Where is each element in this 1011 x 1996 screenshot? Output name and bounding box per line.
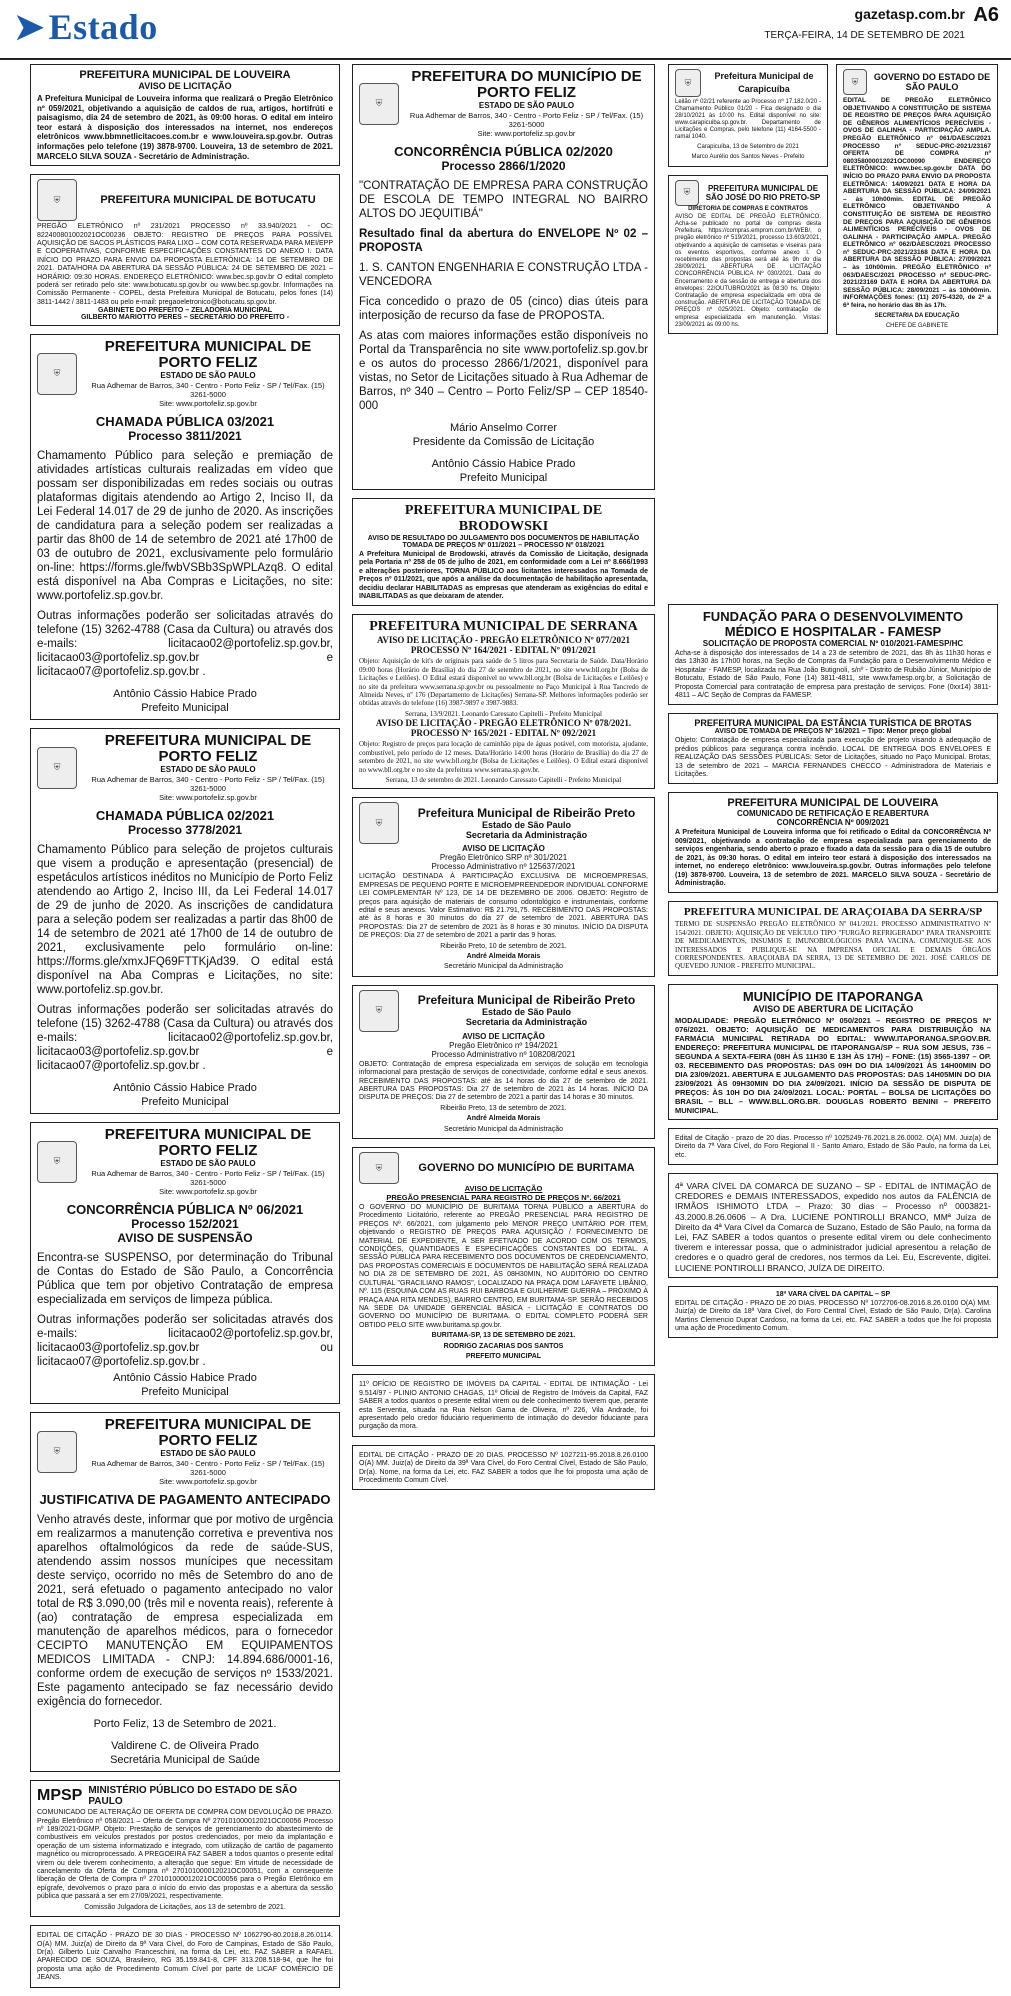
notice-header (37, 339, 333, 408)
column-3b (836, 64, 998, 343)
dept-line: Secretaria da Administração (465, 829, 588, 840)
org-name: PREFEITURA MUNICIPAL DE ARAÇOIABA DA SERRA/SP (683, 906, 983, 919)
org-name: PREFEITURA MUNICIPAL DE SERRANA (369, 619, 638, 635)
notice-header (37, 1785, 333, 1807)
crest-icon: ⛨ (359, 83, 399, 125)
crest-icon: ⛨ (359, 802, 399, 844)
notice-title: AVISO DE TOMADA DE PREÇOS Nº 16/2021 – Tipo: Menor preço global (714, 728, 952, 736)
org-name: PREFEITURA MUNICIPAL DA ESTÂNCIA TURÍSTICA DE BROTAS (694, 718, 972, 729)
address-line: Rua Adhemar de Barros, 340 - Centro - Porto Feliz - SP / Tel/Fax. (15) 3261-5000 (91, 381, 325, 400)
site-line[interactable]: Site: www.portofeliz.sp.gov.br (477, 129, 576, 138)
org-name: PREFEITURA MUNICIPAL DE PORTO FELIZ (104, 338, 312, 372)
notice-process: CONCORRÊNCIA Nº 009/2021 (776, 818, 890, 828)
site-line[interactable]: Site: www.portofeliz.sp.gov.br (159, 793, 257, 803)
notice-header (843, 69, 991, 95)
notice-title: AVISO DE ABERTURA DE LICITAÇÃO (752, 1003, 914, 1014)
crest-icon: ⛨ (843, 69, 867, 95)
org-name: PREFEITURA DO MUNICÍPIO DE PORTO FELIZ (411, 68, 642, 101)
notice-suzano (668, 1173, 998, 1278)
process-number: Processo 3811/2021 (128, 429, 242, 444)
notice-title: JUSTIFICATIVA DE PAGAMENTO ANTECIPADO (39, 1492, 331, 1508)
notice-porto-feliz-concorrencia-02 (352, 64, 655, 490)
notice-date: Ribeirão Preto, 13 de setembro de 2021. (440, 1104, 567, 1112)
notice-text: O GOVERNO DO MUNICÍPIO DE BURITAMA TORNA PÚBLICO a ABERTURA do Procedimento Licitatório, referente ao PREGÃO PRESENCIAL PARA REGISTRO DE PREÇOS Nº. 66/2021, com julgamento pelo MENOR PREÇO UNITÁRIO POR ITEM, objetivando o REGISTRO DE PREÇOS PARA AQUISIÇÃO / FORNECIMENTO DE MATERIAL DE EXPEDIENTE, A SER EFETIVADO DE ACORDO COM OS TERMOS, CONDIÇÕES, QUANTIDADES E ESPECIFICAÇÕES CONSTANTES DO EDITAL. A SESSÃO PÚBLICA PARA RECEBIMENTO DOS DOCUMENTOS DE CREDENCIAMENTO, DAS PROPOSTAS COMERCIAIS E DOCUMENTOS DE HABILITAÇÃO SERÁ REALIZADA NO DIA 28 DE SETEMBRO DE 2021, ÀS 08H30MIN, NO AUDITÓRIO DO CENTRO CULTURAL "GRACILIANO RAMOS", LOCALIZADO NA PRAÇA DOM LAFAYETE LIBÂNIO, Nº. 115 (ESQUINA COM AS RUAS RUI BARBOSA E GUILHERME GUERRA – PRÓXIMO À PRAÇA ANA RITA MENDES), BAIRRO CENTRO, EM BURITAMA-SP. SERÃO RECEBIDOS NA SEDE DA UNIDADE GERENCIAL BÁSICA - LICITAÇÃO E CONTRATOS DO GOVERNO DO MUNICÍPIO DE BURITAMA. O EDITAL COMPLETO PODERÁ SER OBTIDO PELO SITE www.buritama.sp.gov.br. (359, 1204, 648, 1329)
notice-buritama (352, 1147, 655, 1366)
crest-icon: ⛨ (37, 179, 77, 221)
signature-role: Prefeito Municipal (141, 702, 229, 715)
mpsp-logo: MPSP (37, 1787, 83, 1805)
notice-title: AVISO DE LICITAÇÃO (462, 1031, 545, 1041)
org-name: GOVERNO DO ESTADO DE SÃO PAULO (873, 72, 991, 92)
logo-text: Estado (48, 7, 158, 47)
notice-title-2: AVISO DE LICITAÇÃO - PREGÃO ELETRÔNICO Nº 078/2021. (375, 718, 632, 729)
notice-signature: Comissão Julgadora de Licitações, aos 13 de setembro de 2021. (84, 1903, 286, 1911)
notice-text: AVISO DE EDITAL DE PREGÃO ELETRÔNICO. Acha-se publicado no portal de compras desta Prefeitura, https://compras.emprom.com.br/WEB/, o pregão eletrônico nº 519/2021, processo 13.603/2021, objetivando a aquisição de camisetas e viseiras para os eventos esportivos, conforme anexo I. O recebimento das propostas será até às 9h do dia 28/09/2021. ABERTURA DE LICITAÇÃO CONCORRÊNCIA PÚBLICA Nº 030/2021. Data do Encerramento e da sessão de entrega e abertura dos envelopes: 22/OUTUBRO/2021 às 08:30 hs. Objeto: Contratação de empresa especializada em obra de construção. ABERTURA DE LICITAÇÃO TOMADA DE PREÇOS nº 025/2021. Objeto: contratação de empresa especializada em manutenção. Vistas: 23/09/2021 às 09:00 hs. (675, 213, 821, 328)
signature-name: Valdirene C. de Oliveira Prado (111, 1740, 259, 1753)
notice-text: EDITAL DE CITAÇÃO - PRAZO DE 20 DIAS. PROCESSO Nº 1072706-08.2016.8.26.0100 O(A) MM. Juiz(a) de Direito da 18ª Vara Cível, do Foro Central Cível, Estado de São Paulo, Dr(a). Carolina Martins Clemencio Duprat Cardoso, na forma da Lei, etc. FAZ SABER a todos que lhe foi proposta uma ação de Procedimento Comum. (675, 1299, 991, 1333)
notice-ribeirao-preto-1 (352, 797, 655, 976)
dept-line: Secretaria da Administração (465, 1017, 588, 1028)
crest-icon: ⛨ (37, 747, 77, 789)
notice-date: Porto Feliz, 13 de Setembro de 2021. (93, 1718, 277, 1731)
notice-admin-process: Processo Administrativo nº 108208/2021 (431, 1049, 576, 1059)
notice-subtitle: AVISO DE RESULTADO DO JULGAMENTO DOS DOCUMENTOS DE HABILITAÇÃO (367, 535, 640, 542)
notice-header (37, 179, 333, 221)
signature-office: GABINETE DO PREFEITO – ZELADORIA MUNICIPAL (97, 307, 273, 315)
notice-title: CHAMADA PÚBLICA 03/2021 (95, 414, 275, 430)
crest-icon: ⛨ (37, 1141, 77, 1183)
signature-name: GILBERTO MARIOTTO PERES – SECRETÁRIO DO PREFEITO - (80, 314, 290, 322)
notice-header (37, 733, 333, 802)
signature-role: Prefeito Municipal (141, 1386, 229, 1399)
signature-role: PREFEITO MUNICIPAL (465, 1352, 542, 1360)
org-name: PREFEITURA MUNICIPAL DE BRODOWSKI (404, 503, 603, 534)
org-name: PREFEITURA MUNICIPAL DE PORTO FELIZ (104, 1416, 312, 1450)
notice-contact: Outras informações poderão ser solicitadas através do telefone (15) 3262-4788 (Casa da Cultura) ou através dos e-mails: licitacao02@portofeliz.sp.gov.br, licitacao03@portofeliz.sp.gov.br e licitacao07@portofeliz.sp.gov.br . (37, 1004, 333, 1073)
address-line: Rua Adhemar de Barros, 340 - Centro - Porto Feliz - SP / Tel/Fax. (15) 3261-5000 (91, 1169, 325, 1188)
notice-aracoiaba (668, 901, 998, 975)
state-line: Estado de São Paulo (481, 819, 572, 830)
notice-title: AVISO DE LICITAÇÃO (462, 844, 545, 854)
notice-text: MODALIDADE: PREGÃO ELETRÔNICO Nº 050/2021 – REGISTRO DE PREÇOS Nº 076/2021. OBJETO: AQUISIÇÃO DE MEDICAMENTOS PARA DISTRIBUIÇÃO NA FARMÁCIA MUNICIPAL RETIRADA DO EDITAL: WWW.ITAPORANGA.SP.GOV.BR. ENDEREÇO: PREFEITURA MUNICIPAL DE ITAPORANGA/SP – RUA SOM JESUS, 736 – SEGUNDA A SEXTA-FEIRA (08H ÀS 11H30 E 13H ÀS 17H) – FONE: (15) 3565-1397 – OP. 03. RECEBIMENTO DAS PROPOSTAS: DAS 09H DO DIA 14/09/2021 ÀS 14H00MIN DO DIA 23/09/2021. ABERTURA E JULGAMENTO DAS PROPOSTAS: DAS 14H05MIN DO DIA 23/09/2021 ÀS 09H30MIN DO DIA 24/09/2021. INÍCIO DA SESSÃO DE DISPUTA DE PREÇOS: ÀS 10H DO DIA 24/09/2021. LOCAL: PORTAL – BOLSA DE LICITAÇÕES DO BRASIL – BLL – WWW.BLL.ORG.BR. DOUGLAS ROBERTO BENINI – PREFEITO MUNICIPAL. (675, 1015, 991, 1115)
notice-text: 4ª VARA CÍVEL DA COMARCA DE SUZANO – SP - EDITAL de INTIMAÇÃO de CREDORES e DEMAIS INTERESSADOS, expedido nos autos da FALÊNCIA de IRMÃOS ISHIMOTO LTDA – Prazo: 30 dias – Processo nº 0003821-43.2000.8.26.0606 – A Dra. LUCIENE PONTIROLLI BRANCO, MMª Juíza de Direito da 4ª Vara Cível da Comarca de Suzano, Estado de São Paulo, na forma da Lei, FAZ SABER a todos quantos o presente edital virem ou dele conhecimento tiverem e interessar possa, que o administrador judicial apresentou a relação de credores e o quadro geral de credores, nos termos da Lei. Eu, Escrevente, digitei. LUCIENE PONTIROLLI BRANCO, JUÍZA DE DIREITO. (675, 1180, 991, 1273)
process-number: Processo 152/2021 (131, 1217, 239, 1232)
notice-process: Pregão Eletrônico nº 194/2021 (449, 1040, 558, 1050)
notice-porto-feliz-concorrencia-06 (30, 1122, 340, 1404)
notice-porto-feliz-justificativa (30, 1412, 340, 1772)
notice-edital-citacao (30, 1925, 340, 1987)
notice-edital-citacao-3 (668, 1128, 998, 1165)
notice-text: A Prefeitura Municipal de Brodowski, através da Comissão de Licitação, designada pela Portaria nº 258 de 05 de julho de 2021, em conformidade com a Lei nº 8.666/1993 e alterações posteriores, TORNA PÚBLICO aos licitantes interessados na Tomada de Preços nº 011/2021, que após a análise da documentação de habilitação apresentada, decidiu declarar HABILITADAS as empresas que atenderam as exigências do edital e INABILITADAS as que deixaram de atender. (359, 551, 648, 601)
notice-ribeirao-preto-2 (352, 985, 655, 1139)
notice-title: CONCORRÊNCIA PÚBLICA 02/2020 (394, 144, 613, 159)
crest-icon: ⛨ (675, 180, 699, 206)
signature-role: Secretária Municipal de Saúde (110, 1754, 260, 1767)
notice-date: Carapicuíba, 13 de Setembro de 2021 (697, 144, 799, 150)
newspaper-logo[interactable] (14, 6, 158, 48)
notice-contact: Outras informações poderão ser solicitadas através do telefone (15) 3262-4788 (Casa da Cultura) ou através dos e-mails: licitacao02@portofeliz.sp.gov.br, licitacao03@portofeliz.sp.gov.br e licitacao07@portofeliz.sp.gov.br . (37, 610, 333, 679)
org-name: PREFEITURA MUNICIPAL DE LOUVEIRA (727, 797, 939, 810)
notice-text: PREGÃO ELETRÔNICO nº 231/2021 PROCESSO nº 33.940/2021 - OC: 822400801002021OC00236 OBJETO: REGISTRO DE PREÇOS PARA POSSÍVEL AQUISIÇÃO DE SACOS PLÁSTICOS PARA LIXO – COM COTA RESERVADA PARA MEI/EPP E COOPERATIVAS, CONFORME ESPECIFICAÇÕES CONSTANTES DO ANEXO I. DATA INÍCIO DO PRAZO PARA ENVIO DA PROPOSTA ELETRÔNICA: 14 DE SETEMBRO DE 2021. DATA/HORA DA ABERTURA DA SESSÃO PÚBLICA: 24 DE SETEMBRO DE 2021 – HORÁRIO: 09:30 HORAS. ENDEREÇO ELETRÔNICO: www.bec.sp.gov.br O edital completo poderá ser retirado pelo site: www.botucatu.sp.gov.br ou www.bec.sp.gov.br. Informações na Comissão Permanente - COPEL, desta Prefeitura Municipal de Botucatu, pelos fones (14) 3811-1442 / 3811-1483 ou pelo e-mail: pregaoeletronico@botucatu.sp.gov.br. (37, 223, 333, 306)
notice-text: Chamamento Público para seleção de projetos culturais que visem a produção e apresentação (presencial) de espetáculos artísticos inéditos no Município de Porto Feliz atendendo ao Artigo 2, Inciso III, da Lei Federal 14.017 de 29 de junho de 2020. As inscrições de candidatura para a seleção podem ser realizadas a partir das 8h00 de 14 de setembro de 2021 até 17h00 de 14 de outubro de 2021, exclusivamente pelo formulário on-line: https://forms.gle/xmxJFQ69FTTKjAd39. O edital está disponível na Aba Compras e Licitações, no site: www.portofeliz.sp.gov.br. (37, 844, 333, 997)
org-name: PREFEITURA MUNICIPAL DE PORTO FELIZ (104, 732, 312, 766)
notice-subtitle-2: TOMADA DE PREÇOS Nº 011/2021 – PROCESSO Nº 018/2021 (402, 542, 605, 549)
notice-subtitle: DIRETORIA DE COMPRAS E CONTRATOS (688, 205, 808, 212)
notice-text: Chamamento Público para seleção e premiação de atividades artísticas culturais realizadas em vídeo que possam ser disponibilizadas em redes sociais ou outras plataformas digitais atendendo ao Artigo 2, Inciso II, da Lei Federal 14.017 de 29 de junho de 2020. As inscrições de candidatura para a seleção podem ser realizadas a partir das 8h00 de 14 de setembro de 2021 até 17h00 de 03 de outubro de 2021, exclusivamente pelo formulário on-line: https://forms.gle/fwbVSBb3SpWPLAzq8. O edital está disponível na Aba Compras e Licitações, no site: www.portofeliz.sp.gov.br. (37, 450, 333, 603)
notice-edital-citacao-2 (352, 1445, 655, 1491)
notice-text: Fica concedido o prazo de 05 (cinco) dias úteis para interposição de recurso da fase de PROPOSTA. (359, 296, 648, 322)
notice-text: EDITAL DE CITAÇÃO - PRAZO DE 20 DIAS. PROCESSO Nº 1027211-95.2018.8.26.0100 O(A) MM. Juiz(a) de Direito da 39ª Vara Cível, do Foro Central Cível, Estado de São Paulo, Dr(a). Nome, na forma da Lei, etc. FAZ SABER a todos que lhe foi proposta uma ação de Procedimento Comum Cível. (359, 1451, 648, 1484)
org-name: MINISTÉRIO PÚBLICO DO ESTADO DE SÃO PAULO (88, 1785, 298, 1808)
address-line: Rua Adhemar de Barros, 340 - Centro - Porto Feliz - SP / Tel/Fax. (15) 3261-5000 (91, 1459, 325, 1478)
address-line: Rua Adhemar de Barros, 340 - Centro - Porto Feliz - SP / Tel/Fax. (15) 3261-5000 (409, 111, 644, 129)
notice-brodowski (352, 498, 655, 606)
org-name: FUNDAÇÃO PARA O DESENVOLVIMENTO (702, 609, 964, 624)
notice-header (359, 802, 648, 844)
signature-name-2: Antônio Cássio Habice Prado (431, 458, 576, 470)
state-line: ESTADO DE SÃO PAULO (160, 1159, 256, 1169)
notice-text-2: As atas com maiores informações estão disponíveis no Portal da Transparência no site www.portofeliz.sp.gov.br e os autos do processo 2866/1/2021, disponível para vistas, no Setor de Licitações situado à Rua Adhemar de Barros, nº 340 – Centro – Porto Feliz/SP – CEP 18540-000 (359, 330, 648, 412)
column-2 (352, 64, 655, 1498)
notice-title: AVISO DE LICITAÇÃO (464, 1184, 543, 1194)
notice-text: EDITAL DE PREGÃO ELETRÔNICO OBJETIVANDO A CONSTITUIÇÃO DE SISTEMA DE REGISTRO DE PREÇOS PARA AQUISIÇÃO DE GÊNEROS ALIMENTÍCIOS PERECÍVEIS - OVOS DE GALINHA - PARTICIPAÇÃO AMPLA. PREGÃO ELETRÔNICO nº 061/DAESC/2021 PROCESSO nº SEDUC-PRC-2021/23167 OFERTA DE COMPRA nº 080358000012021OC00090 ENDEREÇO ELETRÔNICO: www.bec.sp.gov.br DATA DO INÍCIO DO PRAZO PARA ENVIO DA PROPOSTA ELETRÔNICA: 14/09/2021 DATA E HORA DA ABERTURA DA SESSÃO PÚBLICA: 24/09/2021 – às 10h00min. EDITAL DE PREGÃO ELETRÔNICO OBJETIVANDO A CONSTITUIÇÃO DE SISTEMA DE REGISTRO DE PREÇOS PARA AQUISIÇÃO DE GÊNEROS ALIMENTÍCIOS PERECÍVEIS - OVOS DE GALINHA - PARTICIPAÇÃO AMPLA. PREGÃO ELETRÔNICO nº 062/DAESC/2021 PROCESSO nº SEDUC-PRC-2021/23168 DATA E HORA DA ABERTURA DA SESSÃO PÚBLICA: 27/09/2021 – às 10h00min. PREGÃO ELETRÔNICO nº 063/DAESC/2021 PROCESSO nº SEDUC-PRC-2021/23169 DATA E HORA DA ABERTURA DA SESSÃO PÚBLICA: 28/09/2021 – às 10h00min. INFORMAÇÕES fones: (11) 2075-4320, de 2ª a 6ª feira, no horário das 8h às 17h. (843, 97, 991, 310)
notice-title: SOLICITAÇÃO DE PROPOSTA COMERCIAL Nº 010/2021-FAMESP/HC (702, 639, 964, 648)
dateline: TERÇA-FEIRA, 14 DE SETEMBRO DE 2021 (764, 30, 965, 41)
notice-text: Edital de Citação - prazo de 20 dias. Processo nº 1025249-76.2021.8.26.0002. O(A) MM. Juiz(a) de Direito da 7ª Vara Cível, do Foro Regional II - Santo Amaro, Estado de São Paulo, na forma da Lei, etc. (675, 1134, 991, 1159)
signature-role: Presidente da Comissão de Licitação (412, 436, 595, 448)
crest-icon: ⛨ (359, 990, 399, 1032)
notice-title: CONCORRÊNCIA PÚBLICA Nº 06/2021 (66, 1202, 304, 1218)
org-name: PREFEITURA MUNICIPAL DE SÃO JOSÉ DO RIO PRETO-SP (705, 183, 821, 202)
notice-header (359, 69, 648, 138)
site-line[interactable]: Site: www.portofeliz.sp.gov.br (159, 1187, 257, 1197)
notice-18-vara (668, 1286, 998, 1339)
page-number: A6 (973, 4, 999, 26)
notice-text: TERMO DE SUSPENSÃO PREGÃO ELETRÔNICO Nº 041/2021. PROCESSO ADMINISTRATIVO Nº 154/2021. OBJETO: AQUISIÇÃO DE VEÍCULO TIPO "FURGÃO REFRIGERADO" PARA TRANSPORTE DE MEDICAMENTOS, INSUMOS E IMUNOBIOLÓGICOS PARA VACINA. COMUNIQUE-SE AOS INTERESSADOS E PUBLIQUE-SE NA IMPRENSA OFICIAL E DEMAIS ÓRGÃOS CORRESPONDENTES. ARAÇOIABA DA SERRA, 13 DE SETEMBRO DE 2021. JOSÉ CARLOS DE QUEVEDO JUNIOR - PREFEITO MUNICIPAL. (675, 920, 991, 971)
notice-process: PREGÃO PRESENCIAL PARA REGISTRO DE PREÇOS Nº. 66/2021 (386, 1193, 621, 1203)
crest-icon: ⛨ (359, 1152, 399, 1184)
state-line: ESTADO DE SÃO PAULO (160, 1449, 256, 1459)
notice-carapicuiba (668, 64, 828, 167)
notice-title: COMUNICADO DE RETIFICAÇÃO E REABERTURA (737, 809, 929, 819)
notice-header (675, 180, 821, 206)
signature-role: CHEFE DE GABINETE (885, 323, 949, 330)
notice-sao-jose-rio-preto (668, 175, 828, 334)
signature-name: Antônio Cássio Habice Prado (113, 688, 257, 701)
signature-role-2: Prefeito Municipal (459, 472, 548, 484)
signature-office: SECRETARIA DA EDUCAÇÃO (874, 312, 960, 319)
notice-header (37, 1127, 333, 1196)
notice-contact: Outras informações poderão ser solicitadas através dos e-mails: licitacao02@portofeliz.sp.gov.br, licitacao03@portofeliz.sp.gov.br ou licitacao07@portofeliz.sp.gov.br . (37, 1314, 333, 1369)
org-name: PREFEITURA MUNICIPAL DE LOUVEIRA (79, 69, 291, 81)
masthead (0, 0, 1011, 60)
notice-mpsp (30, 1780, 340, 1917)
notice-itaporanga (668, 984, 998, 1120)
notice-porto-feliz-chamada-03 (30, 334, 340, 720)
signature-name: Antônio Cássio Habice Prado (113, 1372, 257, 1385)
org-name: Prefeitura Municipal de Ribeirão Preto (417, 993, 636, 1008)
notice-louveira-retificacao (668, 792, 998, 893)
notice-text: A Prefeitura Municipal de Louveira informa que realizará o Pregão Eletrônico nº 059/2021, objetivando a aquisição de caldos de rua, artigos, hortifrúti e paisagismo, dia 24 de setembro de 2021, às 09:00 horas. O edital em inteiro teor estará à disposição dos interessados na internet, nos endereços eletrônicos www.bbmnetlicitacoes.com.br e www.louveira.sp.gov.br. Outras informações pelo telefone (19) 3878-9700. Louveira, 13 de setembro de 2021. MARCELO SILVA SOUZA - Secretário de Administração. (37, 94, 333, 161)
site-url[interactable]: gazetasp.com.br (854, 6, 965, 22)
notice-signature-2: Serrana, 13 de setembro de 2021. Leonardo Caressato Capitelli - Prefeito Municipal (385, 775, 622, 784)
notice-serrana (352, 614, 655, 789)
notice-process-2: PROCESSO Nº 165/2021 - EDITAL Nº 092/2021 (410, 728, 597, 739)
state-line: ESTADO DE SÃO PAULO (160, 765, 256, 775)
notice-text: A Prefeitura Municipal de Louveira informa que foi retificado o Edital da CONCORRÊNCIA Nº 009/2021, objetivando a contratação de empresa especializada para gerenciamento de serviços engenharia, sendo aberto o prazo e fixado a data da sessão para o dia 15 de outubro de 2021, às 09:30 horas. O edital em inteiro teor estará à disposição dos interessados na internet, no endereço eletrônico: www.louveira.sp.gov.br. Outras informações pelo telefone (19) 3878-9700. Louveira, 13 de setembro de 2021. MARCELO SILVA SOUZA - Secretário de Administração. (675, 829, 991, 887)
signature-name: André Almeida Morais (466, 952, 541, 960)
notice-title: CHAMADA PÚBLICA 02/2021 (95, 808, 275, 824)
notice-signature: Serrana, 13/9/2021. Leonardo Caressato Capitelli - Prefeito Municipal (405, 709, 602, 718)
notice-signature: Marco Aurélio dos Santos Neves - Prefeito (691, 154, 805, 161)
org-name: PREFEITURA MUNICIPAL DE BOTUCATU (100, 193, 316, 206)
notice-subtitle: AVISO DE SUSPENSÃO (117, 1231, 253, 1246)
winner: 1. S. CANTON ENGENHARIA E CONSTRUÇÃO LTDA - VENCEDORA (359, 262, 648, 288)
notice-title: 18ª VARA CÍVEL DA CAPITAL – SP (775, 1290, 891, 1298)
notice-date: Ribeirão Preto, 10 de setembro de 2021. (440, 942, 567, 950)
notice-text: 11º OFÍCIO DE REGISTRO DE IMÓVEIS DA CAPITAL - EDITAL DE INTIMAÇÃO - Lei 9.514/97 - PLINIO ANTONIO CHAGAS, 11º Oficial de Registro de Imóveis da Capital, FAZ SABER a todos quantos o presente edital virem ou dele conhecimento tiverem que, perante esta Serventia, situada na Rua Nelson Gama de Oliveira, nº 226, Vila Andrade, foi apresentado pelo credor fiduciário requerimento de intimação do devedor fiduciante para purgação da mora. (359, 1381, 648, 1431)
notice-header (37, 1417, 333, 1486)
signature-role: Prefeito Municipal (141, 1096, 229, 1109)
notice-date: BURITAMA-SP, 13 DE SETEMBRO DE 2021. (431, 1332, 576, 1340)
notice-text: Leilão nº 02/21 referente ao Processo nº 17.182.0/20 - Chamamento Público 01/20 - Fica designado o dia 28/10/2021 às 10:00 hs. Edital disponível no site: www.carapicuiba.sp.gov.br. Departamento de Licitações e Compras, pelo telefone (11) 4164-5500 - ramal 1040. (675, 99, 821, 140)
notice-brotas (668, 713, 998, 784)
notice-porto-feliz-chamada-02 (30, 728, 340, 1114)
signature-role: Secretário Municipal da Administração (443, 1125, 564, 1133)
crest-icon: ⛨ (675, 69, 701, 97)
notice-governo-sp (836, 64, 998, 335)
signature-name: André Almeida Morais (466, 1115, 541, 1123)
signature-name: Antônio Cássio Habice Prado (113, 1082, 257, 1095)
notice-text: EDITAL DE CITAÇÃO - PRAZO DE 30 DIAS - PROCESSO Nº 1062790-80.2018.8.26.0114. O(A) MM. Juiz(a) de Direito da 9ª Vara Cível, do Foro de Campinas, Estado de São Paulo, Dr(a). Gilberto Luiz Carvalho Franceschini, na forma da Lei, etc. FAZ SABER a RAFAEL APARECIDO DE SOUZA, Brasileiro, RG 35.159.841-8, CPF 313.208.518-94, que lhe foi proposta uma ação de Procedimento Comum Cível por parte de LICAF COMÉRCIO DE JEANS. (37, 1932, 333, 1982)
org-name: PREFEITURA MUNICIPAL DE PORTO FELIZ (104, 1126, 312, 1160)
arrow-icon: ➤ (14, 7, 45, 47)
org-name: GOVERNO DO MUNICÍPIO DE BURITAMA (418, 1161, 635, 1174)
notice-text: Objeto: Contratação de empresa especializada para execução de projeto visando à adequação de prédios públicos para segurança contra incêndio. LOCAL DE ENTREGA DOS ENVELOPES E REALIZAÇÃO DAS SESSÕES PÚBLICAS: Setor de Licitações, situado no Paço Municipal. Brotas, 13 de setembro de 2021 – MARCIA FERNANDES CHECCO - Administradora de Materiais e Licitações. (675, 737, 991, 779)
notice-text-2: Objeto: Registro de preços para locação de caminhão pipa de águas potável, com motorista, ajudante, combustível, pelo período de 12 meses. Data/Horário 14:00 horas (Horário de Brasília) do dia 27 de setembro de 2021, no site www.bll.org.br (Bolsa de Licitações e Leilões). O Edital estará disponível no www.bll.org.br e no site da prefeitura www.serrana.sp.gov.br. (359, 740, 648, 774)
org-name: MUNICÍPIO DE ITAPORANGA (742, 988, 924, 1004)
notice-botucatu (30, 174, 340, 326)
column-1 (30, 64, 340, 1996)
column-3-lower (668, 604, 998, 1346)
address-line: Rua Adhemar de Barros, 340 - Centro - Porto Feliz - SP / Tel/Fax. (15) 3261-5000 (91, 775, 325, 794)
notice-process: Pregão Eletrônico SRP nº 301/2021 (439, 853, 568, 863)
notice-11-oficio (352, 1374, 655, 1436)
column-3a (668, 64, 828, 342)
notice-text: Acha-se à disposição dos interessados de 14 a 23 de setembro de 2021, das 8h às 11h30 horas e das 13h30 às 17h00 horas, na Seção de Compras da Fundação para o Desenvolvimento Médico e Hospitalar - FAMESP, localizada na Rua João Butignoli, s/nº - Distrito de Rubião Júnior, Município de Botucatu, Estado de São Paulo, Fone (14) 3811-4811, site www.famesp.org.br, a Solicitação de Proposta Comercial para contratação de empresa para prestação de serviços. Fone (0xx14) 3811-4811 – A/C Seção de Compras da FAMESP. (675, 650, 991, 700)
crest-icon: ⛨ (37, 1431, 77, 1473)
notice-text: Encontra-se SUSPENSO, por determinação do Tribunal de Contas do Estado de São Paulo, a Concorrência Pública que tem por objetivo Contratação de empresa especializada em serviços de limpeza pública. (37, 1252, 333, 1307)
notice-header (359, 990, 648, 1032)
signature-name: RODRIGO ZACARIAS DOS SANTOS (443, 1342, 564, 1350)
notice-text: Venho através deste, informar que por motivo de urgência em realizarmos a manutenção corretiva e preventiva nos aparelhos oftalmológicos da rede de saúde-SUS, atendendo assim nossos munícipes que necessitam deste serviço, ocorrido no mês de Setembro do ano de 2021, será efetuado o pagamento antecipado no valor total de R$ 3.090,00 (três mil e noventa reais), referente à (ao) contratação de empresa especializada em manutenção de aparelhos médicos, para o fornecedor CECIPTO MANUTENÇÃO EM EQUIPAMENTOS MEDICOS LIMITADA - CNPJ: 14.894.686/0001-16, conforme ordem de execução de serviços nº 1533/2021. Este pagamento antecipado se faz necessário devido exigência do fornecedor. (37, 1514, 333, 1709)
org-name-2: MÉDICO E HOSPITALAR - FAMESP (724, 624, 942, 639)
site-line[interactable]: Site: www.portofeliz.sp.gov.br (159, 1477, 257, 1487)
notice-object: "CONTRATAÇÃO DE EMPRESA PARA CONSTRUÇÃO DE ESCOLA DE TEMPO INTEGRAL NO BAIRRO ALTOS DO JEQUITIBÁ" (359, 180, 648, 220)
notice-text: OBJETO: Contratação de empresa especializada em serviços de solução em tecnologia informacional para prestação de serviços de conectividade, conforme edital e seus anexos. RECEBIMENTO DAS PROPOSTAS: até às 14 horas do dia 27 de setembro de 2021. ABERTURA DAS PROPOSTAS: Dia 27 de setembro de 2021 às 14 horas. INÍCIO DA DISPUTA DE PREÇOS: Dia 27 de setembro de 2021 a partir das 14 horas e 30 minutos. (359, 1060, 648, 1102)
notice-title: AVISO DE LICITAÇÃO (138, 81, 232, 91)
notice-text: COMUNICADO DE ALTERAÇÃO DE OFERTA DE COMPRA COM DEVOLUÇÃO DE PRAZO. Pregão Eletrônico nº 058/2021 – Oferta de Compra Nº 270101000012021OC00056 Processo nº 189/2021-DGMP. Objeto: Prestação de serviços de gerenciamento do abastecimento de combustíveis em veículos prestados por postos credenciados, por meio da implantação e operação de um sistema informatizado e integrado, com utilização de cartão de pagamento magnético ou microprocessado. A PREGOEIRA FAZ SABER a todos quantos o presente edital virem ou dele tiverem conhecimento, a alteração que segue: Em virtude de necessidade de cancelamento da Oferta de Compra nº 270101000012021OC00051, com a consequente liberação de Oferta de Compra nº 270101000012021OC00056 para o Pregão Eletrônico em epígrafe, devolvemos o prazo para o início do envio das propostas e a abertura da sessão pública que passará a ser em 27/09/2021, respectivamente. (37, 1809, 333, 1901)
notice-famesp (668, 604, 998, 705)
notice-admin-process: Processo Administrativo nº 125637/2021 (431, 862, 576, 872)
notice-title: AVISO DE LICITAÇÃO - PREGÃO ELETRÔNICO Nº 077/2021 (377, 635, 630, 646)
notice-result: Resultado final da abertura do ENVELOPE Nº 02 – PROPOSTA (359, 228, 648, 254)
site-line[interactable]: Site: www.portofeliz.sp.gov.br (159, 399, 257, 409)
notice-louveira (30, 64, 340, 166)
notice-text: LICITAÇÃO DESTINADA À PARTICIPAÇÃO EXCLUSIVA DE MICROEMPRESAS, EMPRESAS DE PEQUENO PORTE E MICROEMPREENDEDOR INDIVIDUAL CONFORME LEI COMPLEMENTAR Nº 123, DE 14 DE DEZEMBRO DE 2006. OBJETO: Registro de preços para aquisição de materiais de consumo odontológico e instrumentais, conforme edital e seus anexos. Valor Estimativo: R$ 21.791,75. RECEBIMENTO DAS PROPOSTAS: até às 8 horas e 30 minutos do dia 27 de setembro de 2021. ABERTURA DAS PROPOSTAS: Dia 27 de setembro de 2021 às 8 horas e 30 minutos. INÍCIO DA DISPUTA DE PREÇOS: Dia 27 de setembro de 2021 a partir das 9 horas. (359, 873, 648, 940)
state-line: Estado de São Paulo (481, 1007, 572, 1018)
signature-name: Mário Anselmo Correr (450, 422, 557, 434)
org-name: Prefeitura Municipal de Ribeirão Preto (417, 805, 636, 820)
signature-role: Secretário Municipal da Administração (443, 963, 564, 971)
notice-text: Objeto: Aquisição de kit's de originais para saúde de 5 litros para Secretaria de Saúde. Data/Horário 09:00 horas (Horário de Brasília) do dia 27 de setembro de 2021, no site www.bll.org.br (Bolsa de Licitações e Leilões). O Edital estará disponível no www.bll.org.br (Bolsa de Licitações e Leilões) e no site da prefeitura www.serrana.sp.gov.br ou pessoalmente no Paço Municipal à Rua Tancredo de Almeida Neves, nº 176 (Departamento de Licitações) Serrana-SP. Melhores informações poderão ser obtidas através do telefone (16) 3987-9897 e 3987-9883. (359, 657, 648, 708)
process-number: Processo 3778/2021 (127, 823, 243, 838)
state-line: ESTADO DE SÃO PAULO (160, 371, 256, 381)
notice-process: PROCESSO Nº 164/2021 - EDITAL Nº 091/2021 (410, 645, 597, 656)
notice-header (359, 1152, 648, 1184)
notice-header (675, 69, 821, 97)
state-line: ESTADO DE SÃO PAULO (478, 101, 575, 110)
crest-icon: ⛨ (37, 353, 77, 395)
org-name: Prefeitura Municipal de Carapicuíba (714, 71, 814, 94)
process-number: Processo 2866/1/2020 (441, 159, 566, 173)
